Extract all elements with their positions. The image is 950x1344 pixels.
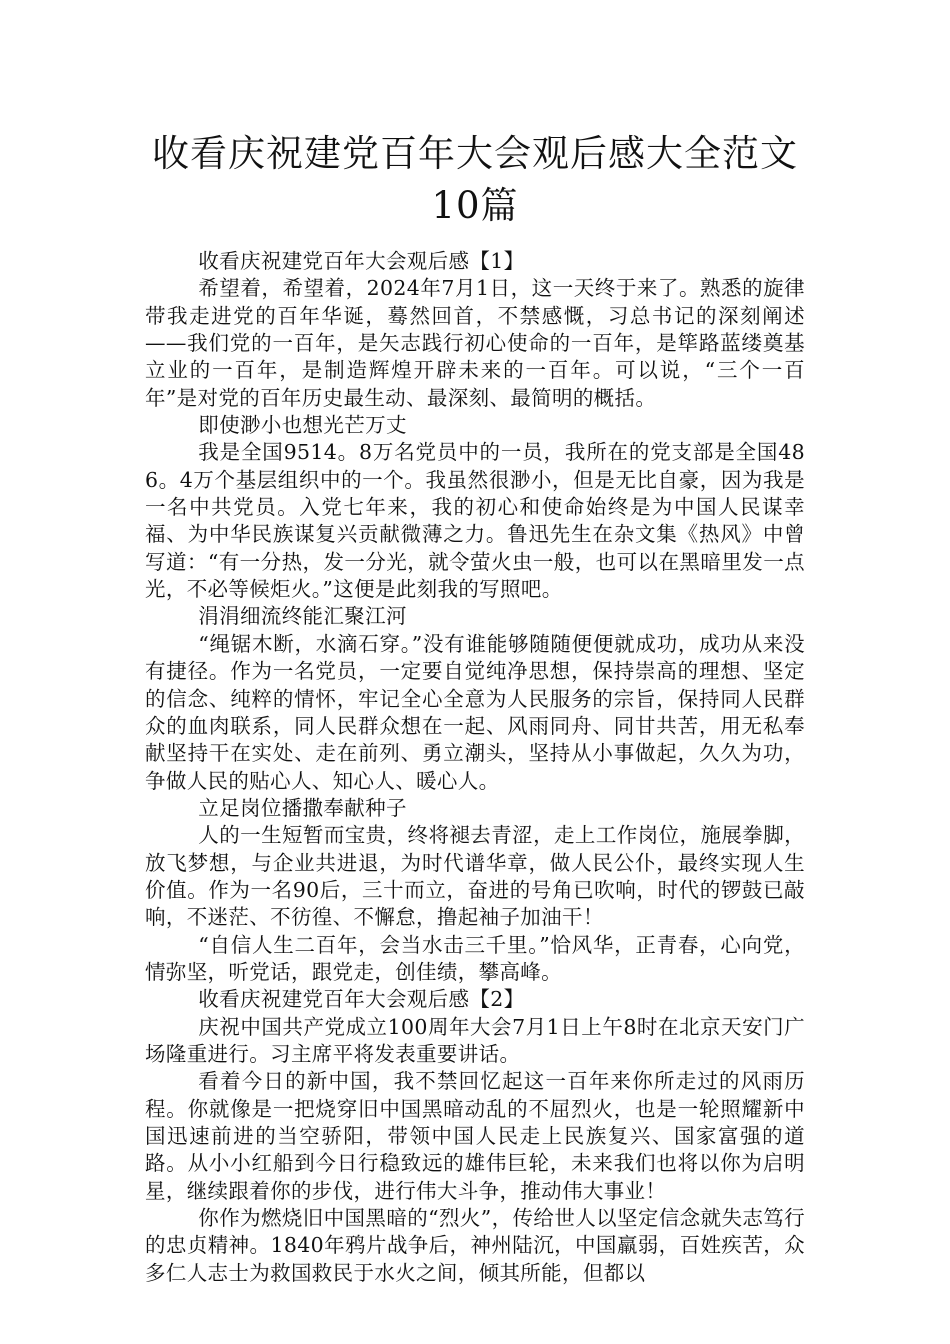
paragraph: 看着今日的新中国，我不禁回忆起这一百年来你所走过的风雨历程。你就像是一把烧穿旧中国黑暗动乱的不屈烈火，也是一轮照耀新中国迅速前进的当空骄阳，带领中国人民走上民族复兴、国家富强的道路。从小小红船到今日行稳致远的雄伟巨轮，未来我们也将以你为启明星，继续跟着你的步伐，进行伟大斗争，推动伟大事业！ [145, 1069, 805, 1203]
paragraph: 庆祝中国共产党成立100周年大会7月1日上午8时在北京天安门广场隆重进行。习主席平将发表重要讲话。 [145, 1014, 805, 1066]
paragraph: 希望着，希望着，2024年7月1日，这一天终于来了。熟悉的旋律带我走进党的百年华诞，蓦然回首，不禁感慨，习总书记的深刻阐述——我们党的一百年，是矢志践行初心使命的一百年，是筚路蓝缕奠基立业的一百年，是制造辉煌开辟未来的一百年。可以说，“三个一百年”是对党的百年历史最生动、最深刻、最简明的概括。 [145, 276, 805, 410]
section-heading: 收看庆祝建党百年大会观后感【2】 [198, 987, 525, 1012]
paragraph: “自信人生二百年，会当水击三千里。”恰风华，正青春，心向党，情弥坚，听党话，跟党走，创佳绩，攀高峰。 [145, 932, 805, 984]
paragraph: 人的一生短暂而宝贵，终将褪去青涩，走上工作岗位，施展拳脚，放飞梦想，与企业共进退，为时代谱华章，做人民公仆，最终实现人生价值。作为一名90后，三十而立，奋进的号角已吹响，时代的锣鼓已敲响，不迷茫、不彷徨、不懈怠，撸起袖子加油干！ [145, 823, 805, 930]
sub-heading: 立足岗位播撒奉献种子 [198, 795, 407, 820]
section-heading: 收看庆祝建党百年大会观后感【1】 [198, 249, 525, 273]
paragraph: “绳锯木断，水滴石穿。”没有谁能够随随便便就成功，成功从来没有捷径。作为一名党员，一定要自觉纯净思想，保持崇高的理想、坚定的信念、纯粹的情怀，牢记全心全意为人民服务的宗旨，保持同人民群众的血肉联系，同人民群众想在一起、风雨同舟、同甘共苦，用无私奉献坚持干在实处、走在前列、勇立潮头，坚持从小事做起，久久为功，争做人民的贴心人、知心人、暖心人。 [145, 631, 805, 793]
document-body [145, 248, 805, 1287]
sub-heading: 即使渺小也想光芒万丈 [198, 413, 407, 438]
paragraph: 我是全国9514。8万名党员中的一员，我所在的党支部是全国486。4万个基层组织中的一个。我虽然很渺小，但是无比自豪，因为我是一名中共党员。入党七年来，我的初心和使命始终是为中国人民谋幸福、为中华民族谋复兴贡献微薄之力。鲁迅先生在杂文集《热风》中曾写道：“有一分热，发一分光，就令萤火虫一般，也可以在黑暗里发一点光，不必等候炬火。”这便是此刻我的写照吧。 [145, 440, 805, 602]
paragraph: 你作为燃烧旧中国黑暗的“烈火”，传给世人以坚定信念就失志笃行的忠贞精神。1840年鸦片战争后，神州陆沉，中国羸弱，百姓疾苦，众多仁人志士为救国救民于水火之间，倾其所能，但都以 [145, 1206, 805, 1285]
document-title: 收看庆祝建党百年大会观后感大全范文10篇 [152, 132, 798, 227]
sub-heading: 涓涓细流终能汇聚江河 [198, 604, 407, 629]
